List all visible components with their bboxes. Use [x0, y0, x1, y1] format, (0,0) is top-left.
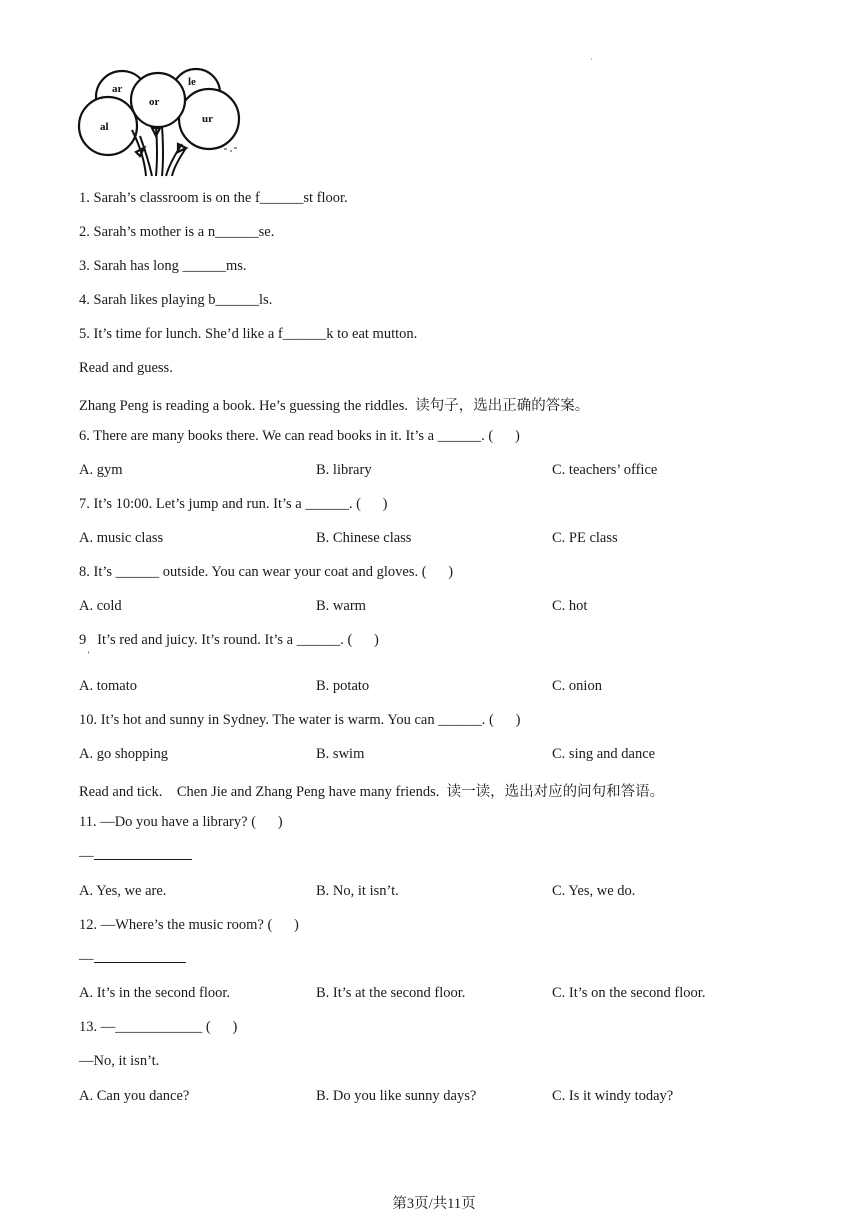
balloon-label: le	[188, 76, 196, 88]
question-1: 1. Sarah’s classroom is on the f______st floor.	[79, 190, 348, 206]
balloon-label: al	[100, 121, 109, 133]
question-7-option-a[interactable]: A. music class	[79, 530, 164, 546]
question-10-option-b[interactable]: B. swim	[316, 746, 365, 762]
question-10-option-c[interactable]: C. sing and dance	[552, 746, 656, 762]
question-13-option-b[interactable]: B. Do you like sunny days?	[316, 1088, 477, 1104]
answer-blank[interactable]	[94, 848, 192, 860]
section-title-read-guess: Read and guess.	[79, 360, 173, 376]
question-9-option-a[interactable]: A. tomato	[79, 678, 137, 694]
question-11-stem-text: 11. —Do you have a library? ( )	[79, 814, 283, 830]
question-6-option-b[interactable]: B. library	[316, 462, 372, 478]
balloon-label: ar	[112, 83, 123, 95]
question-10-stem: 10. It’s hot and sunny in Sydney. The water is warm. You can ______. ( )	[79, 712, 521, 728]
question-13-reply: —No, it isn’t.	[79, 1053, 160, 1069]
answer-dash: —	[79, 848, 94, 864]
question-9-option-c[interactable]: C. onion	[552, 678, 602, 694]
question-10-option-a[interactable]: A. go shopping	[79, 746, 169, 762]
section-instruction-read-guess: Zhang Peng is reading a book. He’s guessing the riddles. 读句子，选出正确的答案。	[79, 398, 590, 414]
scan-mark: ʼ	[87, 650, 90, 660]
question-11-option-a[interactable]: A. Yes, we are.	[79, 883, 167, 899]
question-9-stem: 9 It’s red and juicy. It’s round. It’s a ______. ( )	[79, 632, 379, 648]
balloon-label: ur	[202, 113, 213, 125]
question-6-option-c[interactable]: C. teachers’ office	[552, 462, 658, 478]
question-6-option-a[interactable]: A. gym	[79, 462, 123, 478]
section-instruction-read-tick: Read and tick. Chen Jie and Zhang Peng have many friends. 读一读，选出对应的问句和答语。	[79, 784, 665, 800]
question-12-stem: 12. —Where’s the music room? ( )	[79, 917, 299, 933]
question-11-option-b[interactable]: B. No, it isn’t.	[316, 883, 399, 899]
question-12-answer-line[interactable]	[79, 951, 186, 968]
question-8-option-c[interactable]: C. hot	[552, 598, 588, 614]
question-13-option-a[interactable]: A. Can you dance?	[79, 1088, 190, 1104]
question-12-option-c[interactable]: C. It’s on the second floor.	[552, 985, 706, 1001]
question-11-option-c[interactable]: C. Yes, we do.	[552, 883, 636, 899]
question-12-option-a[interactable]: A. It’s in the second floor.	[79, 985, 231, 1001]
page-number: 第3页/共11页	[392, 1196, 476, 1212]
question-11-answer-line[interactable]	[79, 848, 192, 865]
question-13-stem: 13. —____________ ( )	[79, 1019, 238, 1035]
balloons-illustration	[74, 64, 249, 182]
answer-blank[interactable]	[94, 951, 186, 963]
question-3: 3. Sarah has long ______ms.	[79, 258, 247, 274]
question-4: 4. Sarah likes playing b______ls.	[79, 292, 273, 308]
question-7-stem: 7. It’s 10:00. Let’s jump and run. It’s a ______. ( )	[79, 496, 388, 512]
question-5: 5. It’s time for lunch. She’d like a f______k to eat mutton.	[79, 326, 418, 342]
answer-dash: —	[79, 951, 94, 967]
question-2: 2. Sarah’s mother is a n______se.	[79, 224, 275, 240]
question-12-option-b[interactable]: B. It’s at the second floor.	[316, 985, 466, 1001]
question-8-option-b[interactable]: B. warm	[316, 598, 366, 614]
question-7-option-c[interactable]: C. PE class	[552, 530, 618, 546]
question-9-option-b[interactable]: B. potato	[316, 678, 370, 694]
balloon-label: or	[149, 96, 160, 108]
question-7-option-b[interactable]: B. Chinese class	[316, 530, 412, 546]
scan-dot: ·	[590, 55, 593, 64]
question-8-option-a[interactable]: A. cold	[79, 598, 122, 614]
question-8-stem: 8. It’s ______ outside. You can wear your coat and gloves. ( )	[79, 564, 454, 580]
question-6-stem: 6. There are many books there. We can read books in it. It’s a ______. ( )	[79, 428, 520, 444]
question-13-option-c[interactable]: C. Is it windy today?	[552, 1088, 674, 1104]
